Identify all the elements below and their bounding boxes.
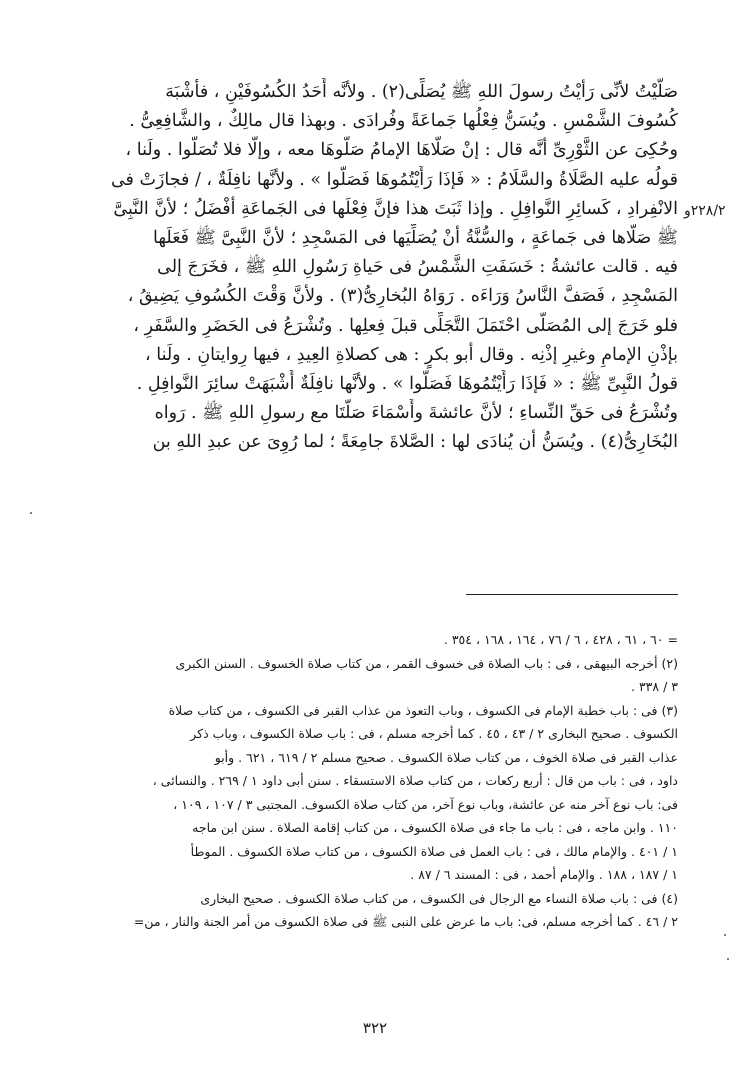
footnote-line: داود ، فى : باب من قال : أربع ركعات ، من كتاب صلاة الاستسقاء . سنن أبى داود ١ / ٢٦٩ . والنسائى ،	[152, 773, 678, 788]
footnote-line: (٤) فى : باب صلاة النساء مع الرجال فى الكسوف ، من كتاب صلاة الكسوف . صحيح البخارى	[200, 890, 678, 906]
main-text-line: بإذْنِ الإمامِ وغيرِ إذْنِه . وقال أبو بكرٍ : هى كصلاةِ العِيدِ ، فيها رِوايتانِ . ولَنا ،	[145, 344, 678, 365]
main-text-line: وتُشْرَعُ فى حَقِّ النِّساءِ ؛ لأنَّ عائشةَ وأَسْمَاءَ صَلَّتَا مع رسولِ اللهِ ﷺ . رَواه	[154, 403, 678, 424]
main-text-body	[92, 78, 678, 457]
main-text-line: صَلَّيْتُ لأنِّى رَأيْتُ رسولَ اللهِ ﷺ يُصَلِّى(٢) . ولأنَّه أَحَدُ الكُسُوفَيْنِ ، فأَشْبَهَ	[165, 82, 678, 102]
footnote-line: ١ / ٤٠١ . والإمام مالك ، فى : باب العمل فى صلاة الكسوف ، من كتاب صلاة الكسوف . الموطأ	[190, 843, 678, 859]
footnote-line: (٣) فى : باب خطبة الإمام فى الكسوف ، وباب التعوذ من عذاب القبر فى الكسوف ، من كتاب صلاة	[168, 702, 678, 718]
footnote-line: ١١٠ . وابن ماجه ، فى : باب ما جاء فى صلاة الكسوف ، من كتاب إقامة الصلاة . سنن ابن ماجه	[192, 820, 678, 835]
footnote-line: ١ / ١٨٧ ، ١٨٨ . والإمام أحمد ، فى : المسند ٦ / ٨٧ .	[410, 867, 678, 882]
footnote-line: الكسوف . صحيح البخارى ٢ / ٤٣ ، ٤٥ . كما أخرجه مسلم ، فى : باب صلاة الكسوف ، وباب ذكر	[190, 726, 678, 741]
main-text-line: الانْفِرادِ ، كَسائِرِ النَّوافِلِ . وإذا ثَبَتَ هذا فإنَّ فِعْلَها فى الجَماعَةِ أفْضَلُ ؛ لأنَّ النَّبِىَّ	[113, 198, 678, 219]
footnote-separator	[466, 594, 678, 595]
scan-speck	[724, 934, 726, 936]
scan-speck	[30, 512, 32, 514]
main-text-line: المَسْجِدِ ، فَصَفَّ النَّاسُ وَرَاءَه . رَوَاهُ البُخارِىُّ(٣) . ولأنَّ وَقْتَ الكُسُوفِ يَضِيقُ ،	[127, 286, 678, 307]
footnote-line: (٢) أخرجه البيهقى ، فى : باب الصلاة فى خسوف القمر ، من كتاب صلاة الخسوف . السنن الكبرى	[175, 655, 678, 671]
main-text-line: وحُكِىَ عن الثَّوْرِىِّ أنَّه قال : إنْ صَلَّاهَا الإمامُ صَلُّوهَا معه ، وإلَّا فلا تُصَلُّوا . ولَنا ،	[125, 140, 678, 161]
main-text-line: كُسُوفَ الشَّمْسِ . ويُسَنُّ فِعْلُها جَماعَةً وفُرادَى . وبهذا قال مالِكٌ ، والشَّافِعِىُّ .	[129, 111, 678, 132]
footnote-line: ٢ / ٤٦ . كما أخرجه مسلم، فى: باب ما عرض على النبى ﷺ فى صلاة الكسوف من أمر الجنة والنار ، من=	[133, 914, 678, 929]
main-text-line: قولُه عليه الصَّلَاةُ والسَّلَامُ : « فَإذَا رَأَيْتُمُوهَا فَصَلُّوا » . ولأنَّها نافِلَةٌ ، / فجازَتْ فى	[110, 169, 678, 190]
main-text-line: فلو خَرَجَ إلى المُصَلَّى احْتَمَلَ التَّجَلِّى قبلَ فِعلِها . وتُشْرَعُ فى الحَضَرِ والسَّفَرِ ،	[133, 315, 678, 336]
main-text-line: البُخَارِىُّ(٤) . ويُسَنُّ أن يُنادَى لها : الصَّلاةَ جامِعَةً ؛ لما رُوِىَ عن عبدِ اللهِ بن	[152, 432, 678, 453]
main-text-line: قولُ النَّبِىِّ ﷺ : « فَإذَا رَأَيْتُمُوهَا فَصَلُّوا » . ولأنَّها نافِلَةٌ أَشْبَهَتْ سائِرَ النَّوافِلِ .	[136, 373, 678, 394]
scan-speck	[727, 958, 729, 960]
footnote-line: فى: باب نوع آخر منه عن عائشة، وباب نوع آخر، من كتاب صلاة الكسوف. المجتبى ٣ / ١٠٧ ، ١٠٩ ،	[173, 796, 678, 812]
main-text-line: فيه . قالت عائشةُ : خَسَفَتِ الشَّمْسُ فى حَياةِ رَسُولِ اللهِ ﷺ ، فخَرَجَ إلى	[157, 257, 678, 278]
footnote-line: = ٦٠ ، ٦١ ، ٤٢٨ ، ٦ / ٧٦ ، ١٦٤ ، ١٦٨ ، ٣٥٤ .	[443, 632, 678, 647]
page-number: ٣٢٢	[362, 1019, 388, 1037]
main-text-line: ﷺ صَلَّاها فى جَماعَةٍ ، والسُّنَّةُ أنْ يُصَلِّيَها فى المَسْجِدِ ؛ لأنَّ النَّبِىَّ ﷺ فَعَلَها	[153, 227, 678, 248]
footnote-line: عذاب القبر فى صلاة الخوف ، من كتاب صلاة الكسوف . صحيح مسلم ٢ / ٦١٩ ، ٦٢١ . وأبو	[214, 749, 678, 765]
footnote-line: ٣ / ٣٣٨ .	[631, 679, 678, 694]
margin-folio-note: ٢٢٨/٢و	[684, 203, 726, 219]
footnotes-section	[92, 628, 678, 934]
